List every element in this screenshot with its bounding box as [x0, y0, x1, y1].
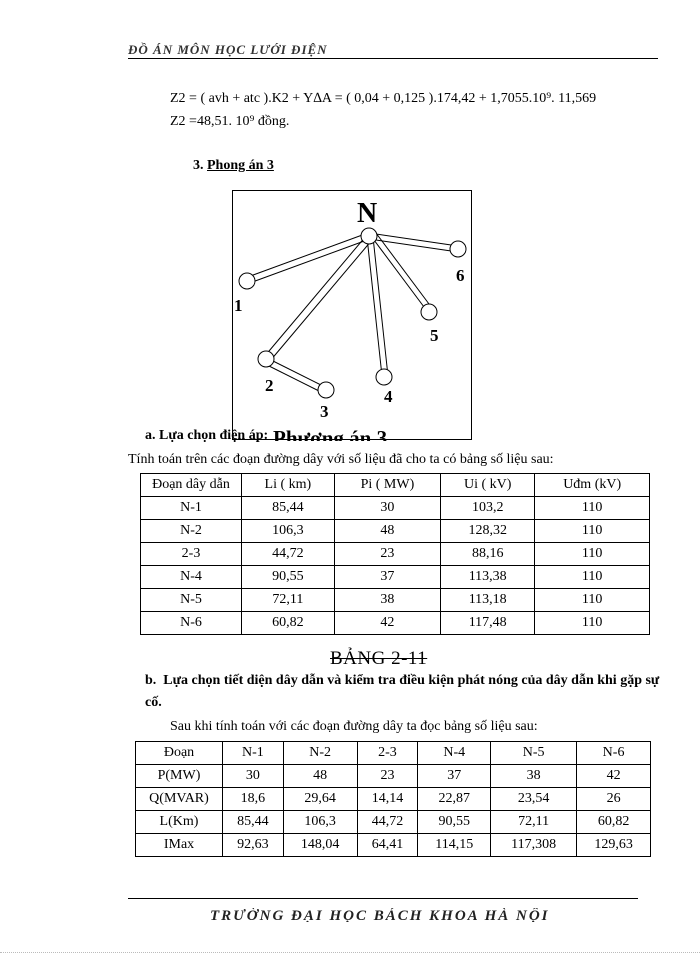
table-cell: 22,87: [418, 788, 491, 811]
table-cell: 90,55: [242, 566, 335, 589]
node-3: [318, 382, 334, 398]
section-number: 3.: [193, 158, 204, 173]
footer-rule: [128, 898, 638, 899]
table-cell: 110: [535, 497, 650, 520]
intro-a: Tính toán trên các đoạn đường dây với số liệu đã cho ta có bảng số liệu sau:: [128, 452, 554, 467]
table-cell: N-5: [141, 589, 242, 612]
table-header-cell: 2-3: [357, 742, 418, 765]
node-label-1: 1: [234, 296, 243, 315]
table-cell: 30: [334, 497, 440, 520]
branch-n-6: [369, 233, 458, 252]
table-cell: 14,14: [357, 788, 418, 811]
node-n: [361, 228, 377, 244]
table-cell: 110: [535, 589, 650, 612]
table-cell: 92,63: [223, 834, 284, 857]
table-header-cell: Uđm (kV): [535, 474, 650, 497]
table-cell: P(MW): [136, 765, 223, 788]
table-row: [141, 520, 650, 543]
table-header-cell: Pi ( MW): [334, 474, 440, 497]
table-cell: 37: [418, 765, 491, 788]
table-cell: 110: [535, 543, 650, 566]
table-header-row: [136, 742, 651, 765]
header-rule: [128, 58, 658, 59]
node-5: [421, 304, 437, 320]
network-diagram: [232, 190, 472, 440]
table-cell: N-4: [141, 566, 242, 589]
table-cell: 106,3: [242, 520, 335, 543]
table-cell: N-2: [141, 520, 242, 543]
table-cell: 48: [334, 520, 440, 543]
table-cell: 88,16: [441, 543, 535, 566]
table-cell: 23: [334, 543, 440, 566]
table-cell: 113,38: [441, 566, 535, 589]
subsection-b-label: b.: [145, 673, 157, 688]
node-2: [258, 351, 274, 367]
table-cell: 110: [535, 612, 650, 635]
table-cell: N-1: [141, 497, 242, 520]
intro-b: Sau khi tính toán với các đoạn đường dây ta đọc bảng số liệu sau:: [170, 719, 538, 734]
formula-line-1: Z2 = ( avh + atc ).K2 + Y∆A = ( 0,04 + 0,125 ).174,42 + 1,7055.10⁹. 11,569: [170, 91, 597, 106]
table-cell: 38: [491, 765, 577, 788]
table-header-cell: Ui ( kV): [441, 474, 535, 497]
table-header-cell: N-4: [418, 742, 491, 765]
table-cell: 85,44: [223, 811, 284, 834]
table-cell: 110: [535, 566, 650, 589]
table-cell: 29,64: [283, 788, 357, 811]
table-cell: 72,11: [242, 589, 335, 612]
table-cell: IMax: [136, 834, 223, 857]
node-label-2: 2: [265, 376, 274, 395]
table-cell: 48: [283, 765, 357, 788]
table-cell: 90,55: [418, 811, 491, 834]
subsection-a-text: Lựa chọn điện áp:: [159, 428, 269, 443]
table-cell: 37: [334, 566, 440, 589]
node-label-6: 6: [456, 266, 465, 285]
page-edge: [0, 952, 700, 954]
table-cell: 44,72: [357, 811, 418, 834]
voltage-table: [140, 473, 650, 635]
table-cell: 117,48: [441, 612, 535, 635]
diagram-caption: Phương án 3: [273, 426, 388, 441]
source-label: N: [357, 198, 378, 229]
node-label-4: 4: [384, 387, 393, 406]
node-1: [239, 273, 255, 289]
subsection-a-label: a.: [145, 428, 156, 443]
subsection-b-text: Lựa chọn tiết diện dây dẫn và kiểm tra điều kiện phát nóng của dây dẫn khi gặp sự cố.: [145, 673, 660, 710]
table-header-cell: Li ( km): [242, 474, 335, 497]
table-header-cell: N-5: [491, 742, 577, 765]
node-4: [376, 369, 392, 385]
table-row: [141, 543, 650, 566]
node-6: [450, 241, 466, 257]
section-heading: [193, 158, 274, 174]
table-row: [136, 811, 651, 834]
table-cell: 38: [334, 589, 440, 612]
table-cell: 110: [535, 520, 650, 543]
table-row: [141, 589, 650, 612]
table-cell: 72,11: [491, 811, 577, 834]
table-cell: 85,44: [242, 497, 335, 520]
table-row: [136, 765, 651, 788]
diagram-svg: [233, 191, 473, 441]
section-title: Phong án 3: [207, 158, 274, 173]
table-cell: 18,6: [223, 788, 284, 811]
table-cell: L(Km): [136, 811, 223, 834]
table-cell: 42: [334, 612, 440, 635]
table-cell: 23: [357, 765, 418, 788]
table-row: [141, 612, 650, 635]
table-header-row: [141, 474, 650, 497]
node-label-5: 5: [430, 326, 439, 345]
table-row: [141, 566, 650, 589]
subsection-a: [145, 428, 268, 444]
conductor-table: [135, 741, 651, 857]
node-label-3: 3: [320, 402, 329, 421]
table-cell: 148,04: [283, 834, 357, 857]
table-cell: 60,82: [242, 612, 335, 635]
table-cell: 113,18: [441, 589, 535, 612]
table-header-cell: Đoạn dây dẫn: [141, 474, 242, 497]
formula-line-2: Z2 =48,51. 10⁹ đồng.: [170, 114, 290, 129]
table-cell: 30: [223, 765, 284, 788]
table-cell: 129,63: [577, 834, 651, 857]
table-cell: 64,41: [357, 834, 418, 857]
table-cell: 23,54: [491, 788, 577, 811]
branch-n-2: [264, 236, 372, 361]
table-cell: 42: [577, 765, 651, 788]
subsection-b: [145, 670, 660, 714]
table-header-cell: N-6: [577, 742, 651, 765]
table-row: [136, 834, 651, 857]
table-header-cell: N-1: [223, 742, 284, 765]
branch-n-1: [245, 234, 367, 284]
table-cell: 128,32: [441, 520, 535, 543]
table-cell: 114,15: [418, 834, 491, 857]
table-cell: 106,3: [283, 811, 357, 834]
table-header-cell: N-2: [283, 742, 357, 765]
table-cell: 44,72: [242, 543, 335, 566]
table-cell: 26: [577, 788, 651, 811]
table-caption: BẢNG 2-11: [330, 648, 428, 669]
table-cell: 103,2: [441, 497, 535, 520]
table-cell: Q(MVAR): [136, 788, 223, 811]
table-row: [141, 497, 650, 520]
table-cell: N-6: [141, 612, 242, 635]
page-footer: TRƯỜNG ĐẠI HỌC BÁCH KHOA HÀ NỘI: [210, 908, 550, 922]
table-cell: 60,82: [577, 811, 651, 834]
table-header-cell: Đoạn: [136, 742, 223, 765]
table-cell: 117,308: [491, 834, 577, 857]
branch-n-4: [367, 237, 388, 376]
page-header: ĐỒ ÁN MÔN HỌC LƯỚI ĐIỆN: [128, 42, 328, 57]
table-row: [136, 788, 651, 811]
table-cell: 2-3: [141, 543, 242, 566]
